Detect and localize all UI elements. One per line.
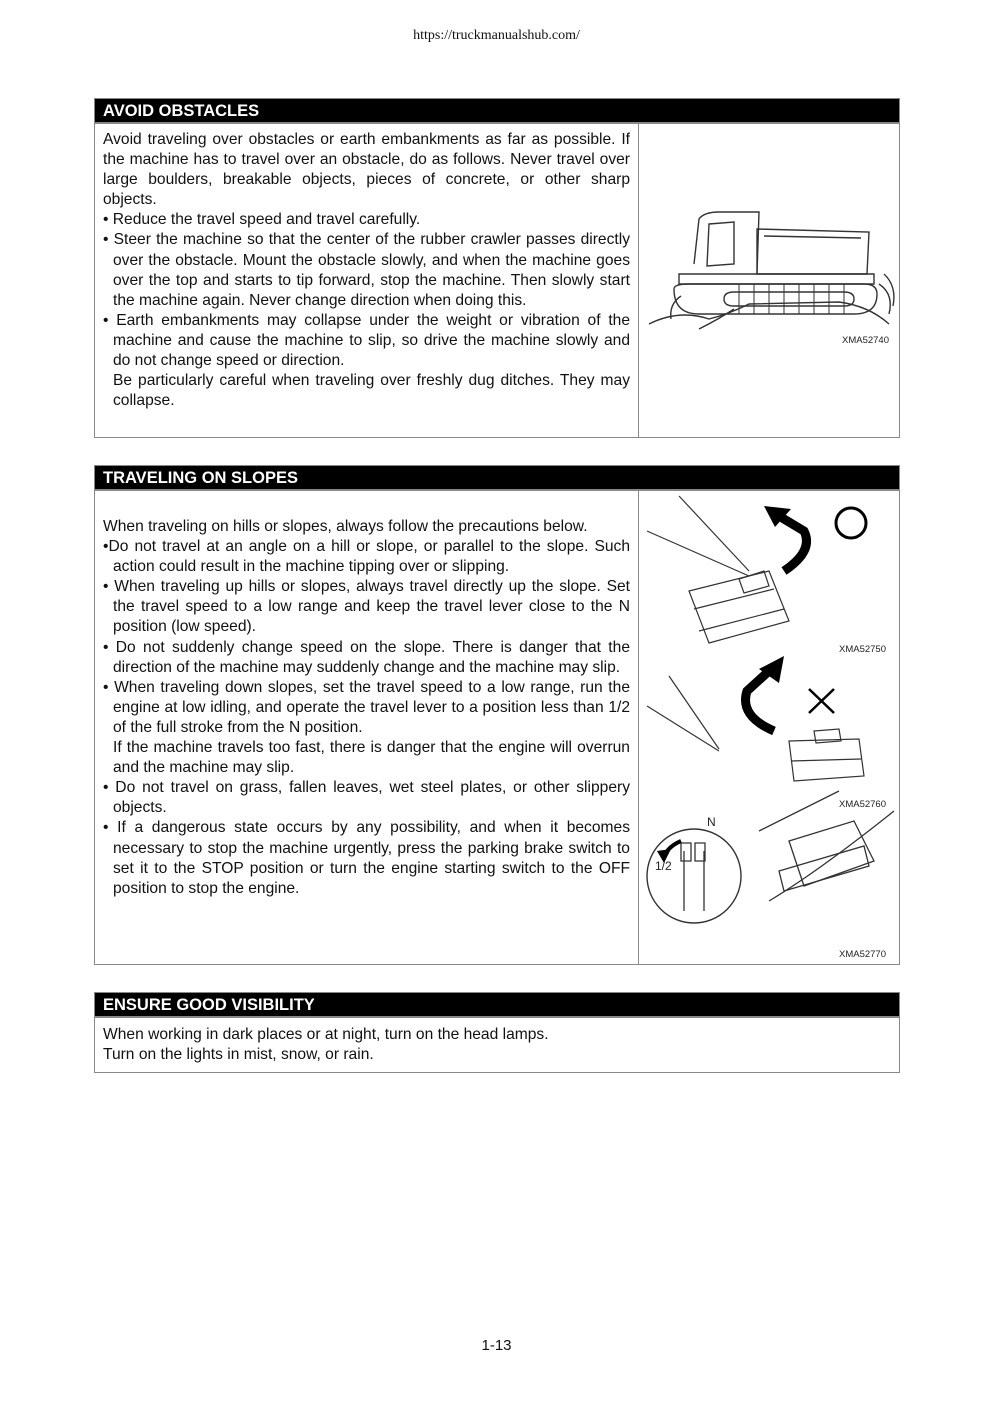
section-title: AVOID OBSTACLES bbox=[95, 99, 899, 124]
figure-caption: XMA52750 bbox=[839, 644, 887, 655]
figure-caption: XMA52740 bbox=[842, 335, 890, 346]
page-number: 1-13 bbox=[481, 1337, 512, 1354]
bullet-item: • When traveling down slopes, set the travel speed to a low range, run the engine at low idling, and operate the travel lever to a position less than 1/2 of the full stroke from the N position. bbox=[103, 678, 630, 736]
continuation-text: Be particularly careful when traveling over freshly dug ditches. They may collapse. bbox=[113, 372, 630, 410]
section-avoid-obstacles bbox=[94, 98, 900, 438]
bullet-item: • If a dangerous state occurs by any possibility, and when it becomes necessary to stop the machine urgently, press the parking brake switch to set it to the STOP position or turn the engine starting switch to the OFF position to stop the engine. bbox=[103, 819, 630, 897]
section-title: TRAVELING ON SLOPES bbox=[95, 466, 899, 491]
crawler-dumper-illustration bbox=[639, 124, 901, 437]
lever-label-n: N bbox=[707, 815, 716, 829]
slope-illustrations bbox=[639, 491, 901, 964]
bullet-item: • Steer the machine so that the center of the rubber crawler passes directly over the obstacle. Mount the obstacle slowly, and when the machine goes over the top and starts to tip forward, stop the machine. Then slowly start the machine again. Never change direction when doing this. bbox=[103, 231, 630, 309]
body-line: Turn on the lights in mist, snow, or rain. bbox=[103, 1046, 374, 1064]
bullet-item: •Do not travel at an angle on a hill or slope, or parallel to the slope. Such action could result in the machine tipping over or slipping. bbox=[103, 538, 630, 576]
figure-obstacle-crawler bbox=[638, 124, 899, 437]
body-line: When working in dark places or at night, turn on the head lamps. bbox=[103, 1026, 549, 1043]
bullet-item: • Do not travel on grass, fallen leaves, wet steel plates, or other slippery objects. bbox=[103, 779, 630, 817]
figure-caption: XMA52770 bbox=[839, 949, 887, 960]
section-body bbox=[95, 491, 638, 964]
lever-label-half: 1/2 bbox=[655, 859, 672, 873]
bullet-item: • Do not suddenly change speed on the slope. There is danger that the direction of the machine may suddenly change and the machine may slip. bbox=[103, 638, 630, 676]
figure-slopes bbox=[638, 491, 899, 964]
header-url: https://truckmanualshub.com/ bbox=[413, 28, 580, 43]
section-traveling-on-slopes bbox=[94, 465, 900, 965]
continuation-text: If the machine travels too fast, there is danger that the engine will overrun and the machine may slip. bbox=[113, 739, 630, 777]
section-title: ENSURE GOOD VISIBILITY bbox=[95, 993, 899, 1018]
bullet-item: • When traveling up hills or slopes, always travel directly up the slope. Set the travel speed to a low range and keep the travel lever close to the N position (low speed). bbox=[103, 578, 630, 636]
intro-text: When traveling on hills or slopes, always follow the precautions below. bbox=[103, 518, 588, 535]
section-body bbox=[95, 1018, 899, 1071]
figure-caption: XMA52760 bbox=[839, 799, 887, 810]
section-ensure-good-visibility bbox=[94, 992, 900, 1073]
section-body bbox=[95, 124, 638, 437]
intro-text: Avoid traveling over obstacles or earth embankments as far as possible. If the machine has to travel over an obstacle, do as follows. Never travel over large boulders, breakable objects, pieces of concrete, or other sharp objects. bbox=[103, 131, 630, 209]
bullet-item: • Reduce the travel speed and travel carefully. bbox=[103, 211, 421, 229]
bullet-item: • Earth embankments may collapse under the weight or vibration of the machine and cause the machine to slip, so drive the machine slowly and do not change speed or direction. bbox=[103, 311, 630, 370]
